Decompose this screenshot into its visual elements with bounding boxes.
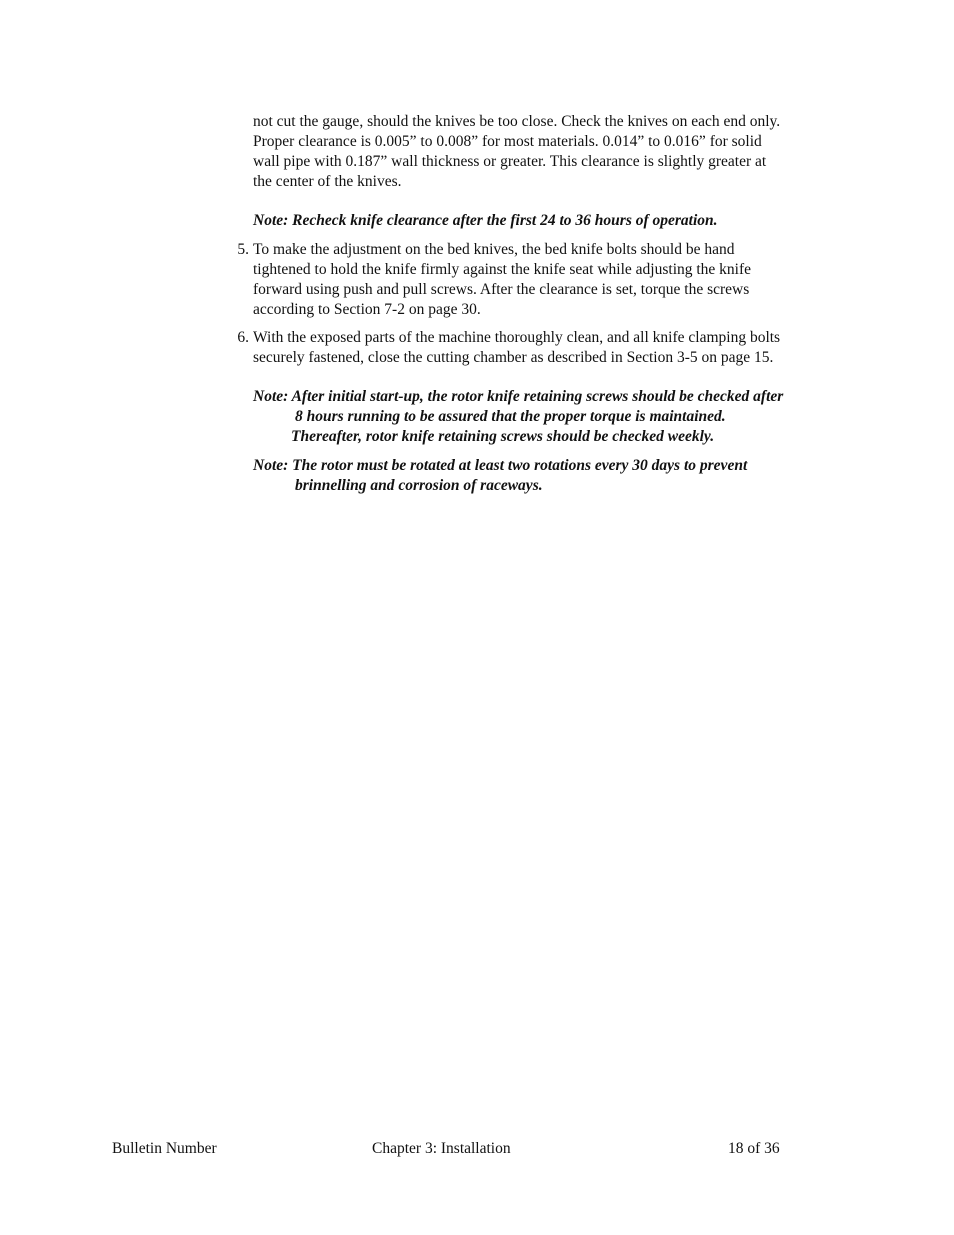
note-line: brinnelling and corrosion of raceways. <box>295 477 543 494</box>
continuation-paragraph <box>253 112 853 192</box>
list-item-text <box>253 328 853 368</box>
paragraph-line: wall pipe with 0.187” wall thickness or greater. This clearance is slightly greater at <box>253 153 767 170</box>
note-startup-screws <box>253 387 863 447</box>
list-item-line: To make the adjustment on the bed knives, the bed knife bolts should be hand <box>253 241 735 258</box>
list-item-number: 6. <box>237 329 249 346</box>
list-item-line: securely fastened, close the cutting chamber as described in Section 3-5 on page 15. <box>253 349 774 366</box>
note-line: 8 hours running to be assured that the proper torque is maintained. <box>295 408 726 425</box>
note-rotor-rotation <box>253 456 863 496</box>
list-item-line: forward using push and pull screws. After the clearance is set, torque the screws <box>253 281 750 298</box>
footer-chapter-title: Chapter 3: Installation <box>372 1140 511 1157</box>
footer-page-number: 18 of 36 <box>728 1140 780 1157</box>
note-line: Thereafter, rotor knife retaining screws should be checked weekly. <box>291 428 715 445</box>
paragraph-line: not cut the gauge, should the knives be too close. Check the knives on each end only. <box>253 113 781 130</box>
note-line: Note: After initial start-up, the rotor knife retaining screws should be checked after <box>253 388 784 405</box>
footer-bulletin-number: Bulletin Number <box>112 1140 217 1157</box>
page-footer <box>0 1139 954 1161</box>
paragraph-line: the center of the knives. <box>253 173 402 190</box>
note-line: Note: The rotor must be rotated at least two rotations every 30 days to prevent <box>253 457 748 474</box>
list-item-line: tightened to hold the knife firmly against the knife seat while adjusting the knife <box>253 261 752 278</box>
list-item-line: according to Section 7-2 on page 30. <box>253 301 481 318</box>
note-recheck-clearance: Note: Recheck knife clearance after the first 24 to 36 hours of operation. <box>253 212 718 229</box>
list-item-text <box>253 240 853 320</box>
list-item-line: With the exposed parts of the machine thoroughly clean, and all knife clamping bolts <box>253 329 781 346</box>
paragraph-line: Proper clearance is 0.005” to 0.008” for most materials. 0.014” to 0.016” for solid <box>253 133 762 150</box>
list-item-number: 5. <box>237 241 249 258</box>
